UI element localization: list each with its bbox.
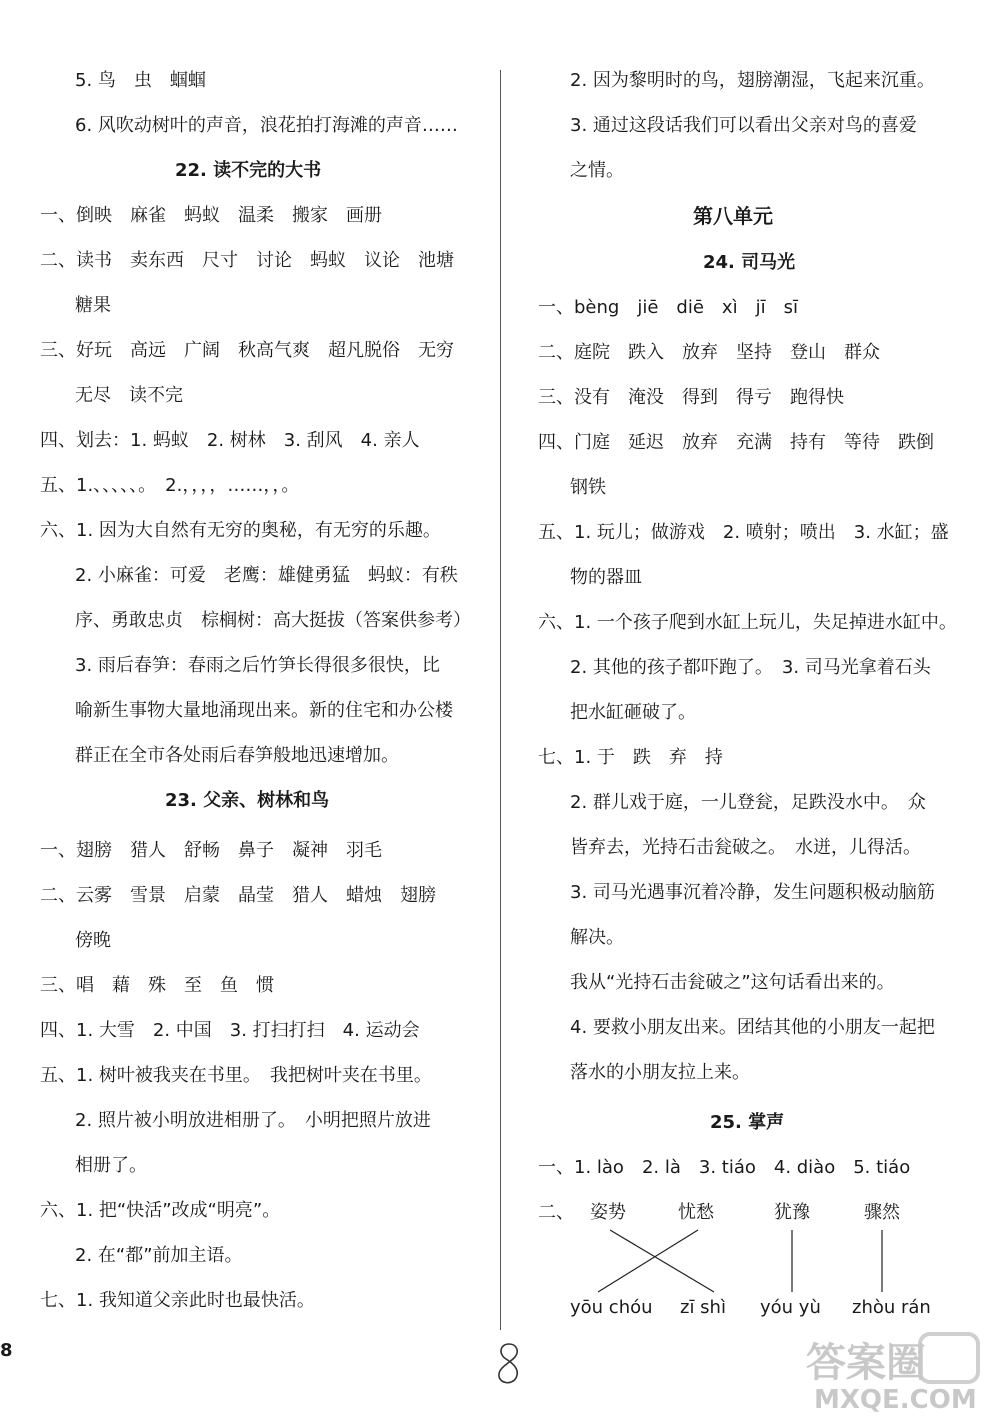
matching-label: 二、 [538,1202,574,1223]
answer-line: 五、1.、、、、、。 2.，，，，……，，。 [40,475,300,496]
answer-line: 2. 因为黎明时的鸟，翅膀潮湿，飞起来沉重。 [570,70,935,91]
answer-line: 3. 通过这段话我们可以看出父亲对鸟的喜爱 [570,115,917,136]
section-title: 25. 掌声 [710,1112,785,1133]
answer-line: 2. 其他的孩子都吓跑了。 3. 司马光拿着石头 [570,657,931,678]
answer-line: 糖果 [75,295,111,316]
answer-line: 相册了。 [75,1155,147,1176]
unit-heading: 第八单元 [693,204,773,228]
answer-line: 七、1. 我知道父亲此时也最快活。 [40,1290,315,1311]
answer-line: 三、好玩 高远 广阔 秋高气爽 超凡脱俗 无穷 [40,340,454,361]
answer-line: 六、1. 一个孩子爬到水缸上玩儿，失足掉进水缸中。 [538,612,957,633]
handwritten-mark [492,1340,526,1386]
answer-line: 一、1. lào 2. là 3. tiáo 4. diào 5. tiáo [538,1157,911,1178]
answer-line: 2. 照片被小明放进相册了。 小明把照片放进 [75,1110,431,1131]
answer-line: 我从“光持石击瓮破之”这句话看出来的。 [570,972,895,993]
section-title: 23. 父亲、树林和鸟 [165,790,330,811]
answer-line: 2. 小麻雀：可爱 老鹰：雄健勇猛 蚂蚁：有秩 [75,565,458,586]
matching-word-2: 忧愁 [678,1202,714,1223]
answer-line: 序、勇敢忠贞 棕榈树：高大挺拔（答案供参考） [75,610,471,631]
answer-line: 四、1. 大雪 2. 中国 3. 打扫打扫 4. 运动会 [40,1020,420,1041]
matching-pinyin-2: zī shì [680,1297,726,1318]
section-title: 22. 读不完的大书 [175,160,322,181]
answer-line: 3. 司马光遇事沉着冷静，发生问题积极动脑筋 [570,882,935,903]
answer-line: 无尽 读不完 [75,385,183,406]
watermark-en-text: MXQE.COM [814,1385,977,1414]
answer-line: 五、1. 树叶被我夹在书里。 我把树叶夹在书里。 [40,1065,432,1086]
answer-line: 之情。 [570,160,624,181]
answer-line: 3. 雨后春笋：春雨之后竹笋长得很多很快，比 [75,655,440,676]
answer-line: 4. 要救小朋友出来。团结其他的小朋友一起把 [570,1017,935,1038]
answer-line: 把水缸砸破了。 [570,702,696,723]
answer-line: 二、庭院 跌入 放弃 坚持 登山 群众 [538,342,880,363]
column-divider [500,70,501,1330]
matching-word-4: 骤然 [864,1202,900,1223]
matching-pinyin-1: yōu chóu [570,1297,653,1318]
answer-line: 一、倒映 麻雀 蚂蚁 温柔 搬家 画册 [40,205,382,226]
answer-line: 物的器皿 [570,567,642,588]
answer-line: 一、bèng jiē diē xì jī sī [538,297,798,318]
answer-line: 三、唱 藉 殊 至 鱼 惯 [40,975,274,996]
answer-line: 一、翅膀 猎人 舒畅 鼻子 凝神 羽毛 [40,840,382,861]
answer-line: 三、没有 淹没 得到 得亏 跑得快 [538,387,844,408]
matching-word-3: 犹豫 [774,1202,810,1223]
section-title: 24. 司马光 [703,252,796,273]
matching-pinyin-4: zhòu rán [852,1297,931,1318]
answer-line: 钢铁 [570,477,606,498]
watermark-cn-text: 答案圈 [806,1340,926,1386]
answer-line: 二、读书 卖东西 尺寸 讨论 蚂蚁 议论 池塘 [40,250,454,271]
answer-line: 四、门庭 延迟 放弃 充满 持有 等待 跌倒 [538,432,934,453]
answer-line: 落水的小朋友拉上来。 [570,1062,750,1083]
page-number: 8 [0,1340,13,1361]
answer-line: 五、1. 玩儿；做游戏 2. 喷射；喷出 3. 水缸；盛 [538,522,949,543]
answer-line: 傍晚 [75,930,111,951]
answer-line: 6. 风吹动树叶的声音，浪花拍打海滩的声音…… [75,115,458,136]
answer-line: 四、划去：1. 蚂蚁 2. 树林 3. 刮风 4. 亲人 [40,430,420,451]
watermark-logo [800,1330,990,1414]
answer-line: 2. 群儿戏于庭，一儿登瓮，足跌没水中。 众 [570,792,926,813]
answer-line: 皆弃去，光持石击瓮破之。 水迸，儿得活。 [570,837,921,858]
answer-line: 5. 鸟 虫 蝈蝈 [75,70,206,91]
answer-line: 六、1. 把“快活”改成“明亮”。 [40,1200,281,1221]
answer-line: 七、1. 于 跌 弃 持 [538,747,723,768]
answer-line: 2. 在“都”前加主语。 [75,1245,243,1266]
matching-pinyin-3: yóu yù [760,1297,821,1318]
matching-word-1: 姿势 [590,1202,626,1223]
answer-line: 解决。 [570,927,624,948]
answer-line: 喻新生事物大量地涌现出来。新的住宅和办公楼 [75,700,453,721]
answer-line: 六、1. 因为大自然有无穷的奥秘，有无穷的乐趣。 [40,520,441,541]
answer-line: 群正在全市各处雨后春笋般地迅速增加。 [75,745,399,766]
answer-line: 二、云雾 雪景 启蒙 晶莹 猎人 蜡烛 翅膀 [40,885,436,906]
